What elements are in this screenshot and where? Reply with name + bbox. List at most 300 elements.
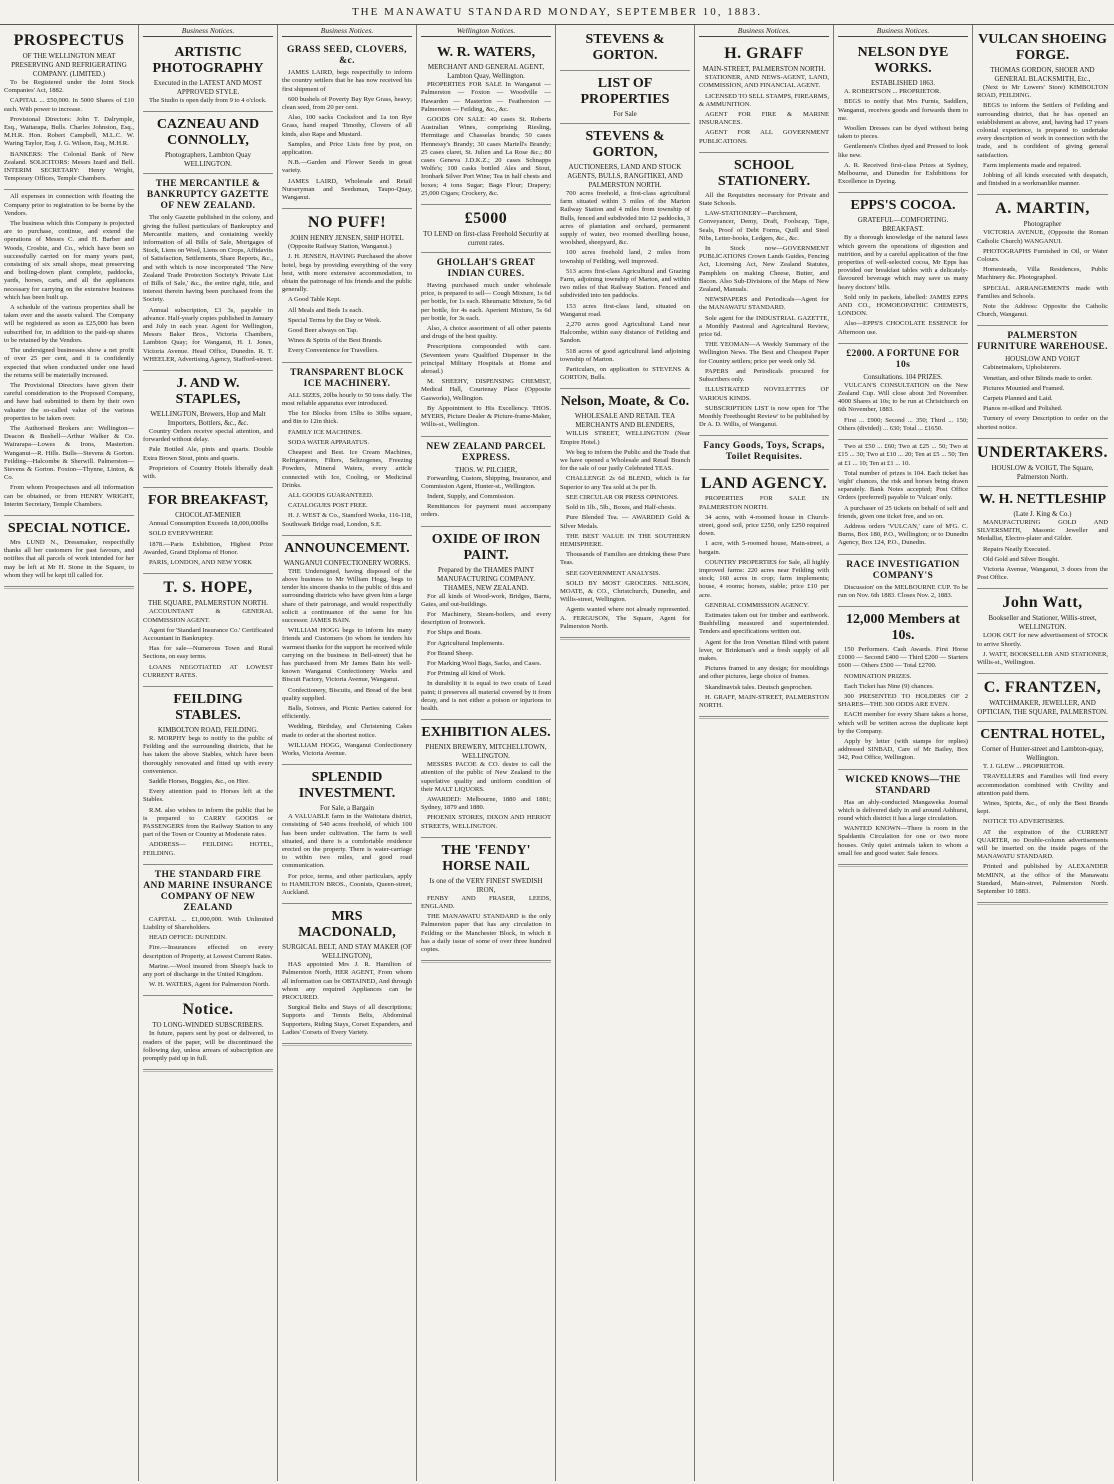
ad-paragraph: WILLIS STREET, WELLINGTON (Near Empire Hotel.) bbox=[560, 430, 690, 446]
advertisement bbox=[4, 516, 134, 587]
ad-paragraph: PAPERS and Periodicals procured for Subscribers only. bbox=[699, 367, 829, 384]
ad-title: LAND AGENCY. bbox=[700, 475, 828, 493]
ad-body bbox=[699, 192, 829, 429]
advertisement bbox=[143, 687, 273, 865]
ad-paragraph: Estimates taken out for timber and earthwork. Bushfelling measured and superintended. Tenders and specifications written out. bbox=[699, 611, 829, 636]
ad-title: PALMERSTON FURNITURE WAREHOUSE. bbox=[977, 331, 1108, 353]
ad-body bbox=[977, 364, 1108, 431]
ad-paragraph: All Meals and Beds 1s each. bbox=[288, 306, 364, 314]
ad-body bbox=[4, 193, 134, 509]
ad-title: W. R. WATERS, bbox=[436, 45, 536, 61]
advertisement bbox=[4, 27, 134, 190]
ad-title: £5000 bbox=[464, 210, 508, 228]
ad-paragraph: AGENT FOR ALL GOVERNMENT PUBLICATIONS. bbox=[699, 129, 829, 145]
ad-paragraph: Agent for 'Standard Insurance Co.' Certificated Accountant in Bankruptcy. bbox=[143, 626, 273, 642]
ad-subtitle: (Late J. King & Co.) bbox=[1013, 509, 1072, 518]
ad-paragraph: SUBSCRIPTION LIST is now open for 'The Monthly Freethought Review' to be published by Dr A. D. Willis, of Wanganui. bbox=[699, 404, 829, 429]
ad-body bbox=[977, 763, 1108, 896]
ad-subtitle: MERCHANT AND GENERAL AGENT, Lambton Quay, Wellington. bbox=[427, 63, 545, 81]
ad-title: GRASS SEED, CLOVERS, &c. bbox=[287, 45, 407, 67]
ad-body bbox=[143, 735, 273, 858]
ad-paragraph: (Next to Mr Lowers' Store) KIMBOLTON ROAD, FEILDING. bbox=[977, 84, 1108, 100]
columns-container bbox=[0, 25, 1114, 1481]
ad-subtitle: Photographers, Lambton Quay WELLINGTON. bbox=[164, 151, 252, 169]
column-heading: Wellington Notices. bbox=[421, 27, 551, 37]
advertisement bbox=[143, 574, 273, 687]
advertisement bbox=[977, 722, 1108, 903]
column-heading: Business Notices. bbox=[282, 27, 412, 37]
ad-paragraph: For Machinery, Steam-boilers, and every description of Ironwork. bbox=[421, 610, 551, 627]
column-2 bbox=[139, 25, 278, 1481]
ad-paragraph: Good Beer always on Tap. bbox=[288, 327, 358, 335]
column-heading: Business Notices. bbox=[838, 27, 968, 37]
ad-paragraph: Country Orders receive special attention, and forwarded without delay. bbox=[143, 428, 273, 444]
ad-paragraph: Printed and published by ALEXANDER McMINN, at the office of the Manawatu Standard, Main-street, Palmerston North. September 10 1883. bbox=[977, 863, 1108, 895]
ad-subtitle: THOS. W. PILCHER, bbox=[454, 465, 518, 474]
ad-paragraph: ILLUSTRATED NOVELETTES OF VARIOUS KINDS. bbox=[699, 386, 829, 402]
advertisement bbox=[282, 765, 412, 904]
ad-subtitle: WATCHMAKER, JEWELLER, AND OPTICIAN, THE SQUARE, PALMERSTON. bbox=[977, 699, 1108, 717]
ad-subtitle: KIMBOLTON ROAD, FEILDING. bbox=[157, 725, 259, 734]
column-rule-filler bbox=[838, 866, 968, 873]
ad-paragraph: Surgical Belts and Stays of all descriptions; Supports and Tennis Belts, Abdominal Supporters, Riding Stays, Corset Expanders, and Ladies' Corsets of Every Variety. bbox=[282, 1004, 412, 1036]
ad-paragraph: For Ships and Boats. bbox=[427, 629, 482, 637]
ad-title: FOR BREAKFAST, bbox=[147, 493, 269, 509]
ad-paragraph: Thousands of Families are drinking these Pure Teas. bbox=[560, 551, 690, 567]
ad-subtitle: For Sale, a Bargain bbox=[320, 804, 374, 813]
ad-paragraph: Note the Address: Opposite the Catholic Church, Wanganui. bbox=[977, 303, 1108, 319]
ad-paragraph: Cabinetmakers, Upholsterers. bbox=[983, 364, 1062, 372]
advertisement bbox=[838, 440, 968, 554]
masthead: THE MANAWATU STANDARD MONDAY, SEPTEMBER 10, 1883. bbox=[0, 0, 1114, 25]
ad-body bbox=[421, 81, 551, 198]
ad-paragraph: H. J. WEST & Co., Stamford Works, 116-118, Southwark Bridge road, London, S.E. bbox=[282, 512, 412, 528]
ad-paragraph: AGENT FOR FIRE & MARINE INSURANCES. bbox=[699, 111, 829, 127]
ad-paragraph: 513 acres first-class Agricultural and Grazing Farm, adjoining township of Marton, and within two miles of that Railway Station. Fenced and subdivided into ten paddocks. bbox=[560, 267, 690, 300]
ad-paragraph: Each Ticket has Nine (9) chances. bbox=[844, 682, 934, 690]
ad-paragraph: Farm implements made and repaired. bbox=[983, 161, 1082, 169]
ad-paragraph: ADDRESS— FEILDING HOTEL, FEILDING. bbox=[143, 841, 273, 857]
column-8 bbox=[973, 25, 1112, 1481]
ad-paragraph: A schedule of the various properties shall be taken over and the assets valued. The Company will be registered as soon as £25,000 has been subscribed for, in addition to the paid-up shares to be retained by the Vendors. bbox=[4, 304, 134, 344]
advertisement bbox=[421, 437, 551, 527]
ad-paragraph: Every Convenience for Travellers. bbox=[288, 347, 379, 355]
ad-subtitle: CHOCOLAT-MENIER bbox=[175, 511, 241, 520]
advertisement bbox=[143, 865, 273, 997]
ad-title: LIST OF PROPERTIES bbox=[580, 76, 670, 107]
ad-paragraph: 153 acres first-class land, situated on Wanganui road. bbox=[560, 302, 690, 318]
ad-paragraph: PHOENIX STORES, DIXON AND HERIOT STREETS, WELLINGTON. bbox=[421, 814, 551, 830]
ad-paragraph: Annual Consumption Exceeds 18,000,000lbs bbox=[149, 520, 269, 528]
ad-paragraph: Pictures Mounted and Framed. bbox=[983, 384, 1065, 392]
ad-body bbox=[699, 495, 829, 710]
ad-paragraph: Remittances for payment must accompany orders. bbox=[421, 503, 551, 519]
ad-paragraph: A. R. Received first-class Prizes at Sydney, Melbourne, and Dunedin for Exhibitions for Excellence in Dyeing. bbox=[838, 161, 968, 186]
ad-paragraph: Mrs LUND N., Dressmaker, respectfully thanks all her customers for past favours, and notifies that all parcels of work intended for her may be left at Mr H. Stone in the Square, to whom they will be kept till called for. bbox=[4, 538, 134, 579]
ad-paragraph: N.B.—Garden and Flower Seeds in great variety. bbox=[282, 159, 412, 175]
ad-paragraph: SEE CIRCULAR OR PRESS OPINIONS. bbox=[566, 493, 679, 501]
advertisement bbox=[421, 720, 551, 838]
ad-paragraph: J. H. JENSEN, HAVING Purchased the above hotel, begs by providing everything of the very best, with more extensive accommodation, to obtain the patronage of his friends and the public generally. bbox=[282, 253, 412, 294]
ad-paragraph: THE YEOMAN—A Weekly Summary of the Wellington News. The Best and Cheapest Paper for Country settlers; price per week only 3d. bbox=[699, 341, 829, 365]
advertisement bbox=[282, 209, 412, 362]
ad-paragraph: Prescriptions compounded with care. (Seventeen years Qualified Dispenser in the principal Military Hospitals at Home and abroad.) bbox=[421, 343, 551, 376]
ad-paragraph: COUNTRY PROPERTIES for Sale, all highly improved farms: 220 acres near Feilding with stock; 160 acres in crop; farm implements; house, 4 rooms; horses, stable; price £10 per acre. bbox=[699, 558, 829, 599]
ad-body bbox=[838, 584, 968, 600]
ad-paragraph: 700 acres freehold, a first-class agricultural farm situated within 3 miles of the Marton Railway Station and 4 miles from township of Bulls, fenced and subdivided into 12 paddocks, 3 acres of plantation and orchard, permanent supply of water, two roomed dwelling house, woolshed, sheepyard, &c. bbox=[560, 190, 690, 247]
ad-title: J. AND W. STAPLES, bbox=[175, 376, 241, 408]
ad-subtitle: Bookseller and Stationer, Willis-street, WELLINGTON. bbox=[988, 614, 1097, 632]
ad-paragraph: HEAD OFFICE: DUNEDIN. bbox=[149, 934, 227, 942]
ad-title: RACE INVESTIGATION COMPANY'S bbox=[846, 559, 960, 581]
ad-paragraph: Sole agent for the INDUSTRIAL GAZETTE, a Monthly Pastoral and Agricultural Review, price 6d. bbox=[699, 314, 829, 339]
advertisement bbox=[282, 40, 412, 209]
ad-body bbox=[560, 430, 690, 630]
ad-body bbox=[421, 895, 551, 954]
ad-title: UNDERTAKERS. bbox=[977, 443, 1108, 461]
advertisement bbox=[977, 195, 1108, 326]
ad-body bbox=[143, 214, 273, 364]
ad-title: CENTRAL HOTEL, bbox=[980, 727, 1105, 743]
ad-paragraph: For Marking Wool Bags, Sacks, and Cases. bbox=[427, 659, 542, 667]
advertisement bbox=[282, 536, 412, 765]
column-4 bbox=[417, 25, 556, 1481]
ad-title: PROSPECTUS bbox=[13, 32, 125, 49]
ad-title: John Watt, bbox=[1002, 594, 1083, 612]
column-6 bbox=[695, 25, 834, 1481]
ad-title: THE 'FENDY' HORSE NAIL bbox=[441, 842, 531, 874]
ad-subtitle: GRATEFUL—COMFORTING. BREAKFAST. bbox=[857, 216, 949, 234]
ad-paragraph: Wedding, Birthday, and Christening Cakes made to order at the shortest notice. bbox=[282, 723, 412, 739]
ad-body bbox=[977, 84, 1108, 188]
advertisement bbox=[977, 326, 1108, 438]
ad-paragraph: AT the expiration of the CURRENT QUARTER, no Double-column advertisements will be inserted on the inside pages of the MANAWATU STANDARD. bbox=[977, 828, 1108, 861]
ad-paragraph: Provisional Directors: John T. Dalrymple, Esq., Waitarapa, Bulls. Charles Johnston, Esq., M.H.R. Hon. Robert Campbell, M.L.C. W. Waring Taylor, Esq. J. G. Wilson, Esq., M.H.R. bbox=[4, 115, 134, 148]
ad-paragraph: Marine.—Wool insured from Sheep's back to any port of discharge in the United Kingdom. bbox=[143, 962, 273, 978]
ad-paragraph: Annual subscription, £3 3s, payable in advance. Half-yearly copies published in January and July in each year. Agent for Wellington, Messrs Baker Bros., Victoria Chambers, Lambton Quay; for Wanganui, H. I. Jones, Victoria Avenue. Head Office, Dunedin. R. T. WHEELER, Advertising Agency, Stafford-street. bbox=[143, 306, 273, 363]
ad-body bbox=[977, 229, 1108, 319]
ad-body bbox=[838, 382, 968, 433]
advertisement bbox=[282, 363, 412, 536]
ad-body bbox=[282, 243, 412, 355]
ad-paragraph: WILLIAM HOGG, Wanganui Confectionery Works, Victoria Avenue. bbox=[282, 741, 412, 757]
ad-paragraph: Old Gold and Silver Bought. bbox=[983, 555, 1060, 563]
ad-body bbox=[838, 799, 968, 858]
ad-paragraph: Victoria Avenue, Wanganui, 3 doors from the Post Office. bbox=[977, 565, 1108, 582]
ad-paragraph: Saddle Horses, Buggies, &c., on Hire. bbox=[149, 777, 250, 785]
advertisement bbox=[699, 470, 829, 717]
ad-body bbox=[421, 593, 551, 714]
ad-paragraph: For Priming all kind of Work. bbox=[427, 670, 506, 678]
advertisement bbox=[4, 190, 134, 516]
ad-paragraph: GENERAL COMMISSION AGENCY. bbox=[705, 601, 809, 609]
ad-paragraph: LOOK OUT for new advertisement of STOCK to arrive Shortly. bbox=[977, 632, 1108, 648]
ad-paragraph: CATALOGUES POST FREE. bbox=[288, 502, 368, 510]
advertisement bbox=[838, 193, 968, 343]
advertisement bbox=[143, 40, 273, 112]
ad-paragraph: FENBY AND FRASER, LEEDS, ENGLAND. bbox=[421, 894, 551, 910]
ad-title: NEW ZEALAND PARCEL EXPRESS. bbox=[426, 441, 546, 463]
ad-paragraph: Agent for the Iron Venetian Blind with patent lever, or Brinkman's and a fresh supply of all makes. bbox=[699, 638, 829, 662]
advertisement bbox=[560, 71, 690, 124]
ad-paragraph: The Provisional Directors have given their careful consideration to the Proposed Company, and have had submitted to them by their own valuator the so-called value of the various properties to be taken over. bbox=[4, 381, 134, 422]
ad-body bbox=[838, 234, 968, 336]
advertisement bbox=[421, 253, 551, 436]
ad-subtitle: Prepared by the THAMES PAINT MANUFACTURING COMPANY. THAMES, NEW ZEALAND. bbox=[437, 565, 535, 592]
ad-title: £2000. A FORTUNE FOR 10s bbox=[846, 348, 960, 370]
ad-paragraph: A. ROBERTSON ... PROPRIETOR. bbox=[844, 88, 941, 96]
ad-title: VULCAN SHOEING FORGE. bbox=[978, 32, 1107, 63]
advertisement bbox=[977, 674, 1108, 722]
ad-paragraph: Every attention paid to Horses left at the Stables. bbox=[143, 788, 273, 804]
ad-body bbox=[838, 88, 968, 186]
ad-paragraph: JAMES LAIRD, Wholesale and Retail Nurseryman and Seedsman, Taupo-Quay, Wanganui. bbox=[282, 177, 412, 202]
advertisement bbox=[560, 389, 690, 637]
ad-title: STEVENS & GORTON, bbox=[585, 129, 665, 160]
ad-title: SPECIAL NOTICE. bbox=[7, 520, 131, 536]
ad-subtitle: AUCTIONEERS, LAND AND STOCK AGENTS, BULLS, RANGITIKEI, AND PALMERSTON NORTH. bbox=[567, 163, 683, 189]
ad-paragraph: 1 acre, with 5-roomed house, Main-street, a bargain. bbox=[699, 540, 829, 556]
ad-paragraph: GOODS ON SALE: 40 cases St. Roberts Australian Wines, comprising Riesling, Hermitage and Chasselas brands; 50 cases Hennessy's Brandy; 30 cases Martell's Brandy; 25 cases claret, St. Julien and La Rose &c.; 80 cases Geneva J.D.K.Z.; 20 cases Schnapps Wolfe's; 100 casks bottled Ales and Stout, Ironbark Silver Port Wine; Tea in half chests and boxes; 4 tons Sugar; Bags Flour; Drapery; 25,000 Cigars; Crockery, &c. bbox=[421, 116, 551, 197]
ad-paragraph: MANUFACTURING GOLD AND SILVERSMITH, Masonic Jeweller and Medallist, Electro-plater and Gilder. bbox=[977, 518, 1108, 543]
ad-body bbox=[4, 79, 134, 183]
ad-paragraph: Total number of prizes is 104. Each ticket has 'eight' chances, the risk and horses being drawn separately. Bank Notes accepted; Post Office Orders (preferred) payable to 'Vulcan' only. bbox=[838, 469, 968, 502]
ad-paragraph: Woollen Dresses can be dyed without being taken to pieces. bbox=[838, 125, 968, 141]
ad-paragraph: PARIS, LONDON, AND NEW YORK bbox=[149, 559, 253, 567]
ad-paragraph: For all kinds of Wood-work, Bridges, Barns, Gates, and out-buildings. bbox=[421, 592, 551, 608]
ad-paragraph: WILLIAM HOGG begs to inform his many friends and Customers (to whom he tenders his warmest thanks for the support he received while carrying on the business in Bell-street) that he has purchased from Mr James Bain his well-known Wanganui Confectionery Works and Biscuit Factory, Victoria Avenue, Wanganui. bbox=[282, 627, 412, 684]
ad-paragraph: Samples, and Price Lists free by post, on application. bbox=[282, 140, 412, 157]
ad-title: C. FRANTZEN, bbox=[983, 679, 1102, 697]
advertisement bbox=[977, 27, 1108, 195]
ad-paragraph: AWARDED: Melbourne, 1880 and 1881; Sydney, 1879 and 1880. bbox=[421, 795, 551, 812]
ad-paragraph: The undersigned businesses show a net profit of over 25 per cent, and it is confidently expected that when conducted under one head the returns will be materially increased. bbox=[4, 347, 134, 379]
ad-body bbox=[421, 761, 551, 831]
advertisement bbox=[560, 124, 690, 389]
advertisement bbox=[699, 153, 829, 436]
ad-paragraph: PROPERTIES FOR SALE IN PALMERSTON NORTH. bbox=[699, 495, 829, 511]
ad-paragraph: 518 acres of good agricultural land adjoining township of Marton. bbox=[560, 347, 690, 363]
ad-subtitle: HOUSLOW AND VOIGT bbox=[1005, 355, 1080, 364]
ad-title: MRS MACDONALD, bbox=[298, 909, 396, 941]
ad-paragraph: 150 Performers. Cash Awards. First Horse £1000 — Second £400 — Third £200 — Starters £600 — Others £500 — Total £2700. bbox=[838, 645, 968, 670]
ad-paragraph: FAMILY ICE MACHINES. bbox=[288, 428, 362, 436]
ad-paragraph: Cheapest and Best. Ice Cream Machines, Refrigerators, Filters, Seltzogenes, Freezing Powders, Mineral Waters, every article connected with Ice, Cooling, or Medicinal Drinks. bbox=[282, 448, 412, 489]
ad-paragraph: VULCAN'S CONSULTATION on the New Zealand Cup. Will close about 3rd November. 4000 Shares at 10s; to be run at Christchurch on 6th November, 1883. bbox=[838, 381, 968, 414]
advertisement bbox=[699, 40, 829, 153]
ad-title: EPPS'S COCOA. bbox=[850, 198, 956, 214]
ad-paragraph: Also—EPPS'S CHOCOLATE ESSENCE for Afternoon use. bbox=[838, 320, 968, 336]
ad-paragraph: JAMES LAIRD, begs respectfully to inform the country settlers that he has now received his first shipment of bbox=[282, 69, 412, 93]
ad-paragraph: T. J. GLEW ... PROPRIETOR. bbox=[983, 763, 1065, 771]
ad-paragraph: NEWSPAPERS and Periodicals—Agent for the MANAWATU STANDARD. bbox=[699, 296, 829, 312]
ad-paragraph: R.M. also wishes to inform the public that he is prepared to CARRY GOODS or PASSENGERS from the Railway Station to any part of the Town or Country at Moderate rates. bbox=[143, 806, 273, 839]
ad-paragraph: SEE GOVERNMENT ANALYSIS. bbox=[566, 569, 661, 577]
ad-subtitle: ESTABLISHED 1863. bbox=[871, 79, 935, 88]
ad-paragraph: Particulars, on application to STEVENS & GORTON, Bulls. bbox=[560, 366, 690, 382]
ad-subtitle: Corner of Hunter-street and Lambton-quay, Wellington. bbox=[981, 745, 1104, 763]
ad-paragraph: ALL GOODS GUARANTEED. bbox=[288, 491, 374, 499]
ad-paragraph: By Appointment to His Excellency. THOS. MYERS, Picture Dealer & Picture-frame-Maker, Willis-st., Wellington. bbox=[421, 404, 551, 429]
column-5 bbox=[556, 25, 695, 1481]
ad-paragraph: WANTED KNOWN—There is room in the Spaldantis Circulation for one or two more houses. Only quiet animals taken to whom a small fee and good water. Sale fences. bbox=[838, 825, 968, 857]
ad-title: EXHIBITION ALES. bbox=[421, 725, 551, 741]
ad-paragraph: CHALLENGE 2s 6d BLEND, which is far Superior to any Tea sold at 3s per lb. bbox=[560, 475, 690, 491]
ad-subtitle: Photographer bbox=[1023, 220, 1062, 229]
ad-body bbox=[143, 520, 273, 567]
column-3 bbox=[278, 25, 417, 1481]
ad-title: NELSON DYE WORKS. bbox=[857, 45, 949, 77]
ad-subtitle: WANGANUI CONFECTIONERY WORKS. bbox=[283, 558, 411, 567]
ad-paragraph: Wines, Spirits, &c., of only the Best Brands kept. bbox=[977, 799, 1108, 816]
ad-paragraph: Skandinavisk tales. Deutsch gesprochen. bbox=[705, 683, 813, 691]
ad-subtitle: SURGICAL BELT, AND STAY MAKER (OF WELLINGTON), bbox=[282, 943, 412, 961]
ad-paragraph: Forwarding, Custom, Shipping, Insurance, and Commission Agent, Hunter-st., Wellington. bbox=[421, 474, 551, 490]
ad-body bbox=[977, 632, 1108, 667]
ad-paragraph: From whom Prospectuses and all information can be obtained, or from HENRY WRIGHT, Interim Secretary, Temple Chambers. bbox=[4, 484, 134, 508]
ad-subtitle: Consultations. 104 PRIZES. bbox=[863, 372, 943, 381]
ad-paragraph: Confectionery, Biscuits, and Bread of the best quality supplied. bbox=[282, 686, 412, 702]
ad-paragraph: Pale Bottled Ale, pints and quarts. Double Extra Brown Stout, pints and quarts. bbox=[143, 446, 273, 462]
ad-paragraph: MESSRS PACOE & CO. desire to call the attention of the public of New Zealand to the superlative quality and uniform condition of their MALT LIQUORS. bbox=[421, 761, 551, 793]
ad-paragraph: A VALUABLE farm in the Waitotara district, consisting of 540 acres freehold, of which 100 has been under cultivation. The farm is well situated, and there is a comfortable residence erected on the property. There is water-carriage to within two miles, and good road communication. bbox=[282, 813, 412, 870]
ad-title: ANNOUNCEMENT. bbox=[284, 540, 410, 556]
ad-paragraph: Wines & Spirits of the Best Brands. bbox=[288, 337, 383, 345]
ad-paragraph: Having purchased much under wholesale price, is prepared to sell— Cough Mixture, 1s 6d per bottle, for 1s each. Rheumatic Mixture, 5s 6d per bottle, for 4s each. Aperient Mixture, 5s 6d per bottle, for 3s each. bbox=[421, 282, 551, 322]
ad-paragraph: Pure Blended Tea. — AWARDED Gold & Silver Medals. bbox=[560, 514, 690, 530]
ad-subtitle: For Sale bbox=[613, 110, 637, 118]
ad-paragraph: For Brand Sheep. bbox=[427, 649, 474, 657]
ad-paragraph: 100 acres freehold land, 2 miles from township of Feilding, well improved. bbox=[560, 249, 690, 265]
column-heading: Business Notices. bbox=[143, 27, 273, 37]
ad-paragraph: Discussion' on the MELBOURNE CUP. To be run on Nov. 6th 1883. Closes Nov. 2, 1883. bbox=[838, 583, 968, 599]
ad-paragraph: NOTICE TO ADVERTISERS. bbox=[983, 818, 1065, 826]
ad-paragraph: Pianos re-silked and Polished. bbox=[983, 405, 1063, 413]
ad-body bbox=[143, 1030, 273, 1063]
column-rule-filler bbox=[4, 588, 134, 595]
ad-paragraph: 34 acres, with 4-roomed house in Church-street, good soil, price £250, only £250 required down. bbox=[699, 513, 829, 538]
ad-paragraph: Proprietors of Country Hotels liberally dealt with. bbox=[143, 464, 273, 481]
ad-body bbox=[143, 608, 273, 680]
ad-body bbox=[421, 282, 551, 429]
ad-subtitle: TO LEND on first-class Freehold Security at current rates. bbox=[423, 230, 549, 248]
ad-paragraph: PHOTOGRAPHS Furnished in Oil, or Water Colours. bbox=[977, 247, 1108, 264]
advertisement bbox=[421, 40, 551, 205]
ad-title: NO PUFF! bbox=[307, 214, 387, 232]
ad-paragraph: LICENSED TO SELL STAMPS, FIREARMS, & AMMUNITION. bbox=[699, 92, 829, 108]
ad-paragraph: A purchaser of 25 tickets on behalf of self and friends, given one ticket free, and so on. bbox=[838, 504, 968, 520]
column-rule-filler bbox=[699, 718, 829, 725]
ad-paragraph: Fire.—Insurances effected on every description of Property, at Lowest Current Rates. bbox=[143, 944, 273, 960]
ad-paragraph: CAPITAL ... £1,000,000. With Unlimited Liability of Shareholders. bbox=[143, 915, 273, 931]
advertisement bbox=[282, 904, 412, 1044]
ad-paragraph: In Stock now—GOVERNMENT PUBLICATIONS Crown Lands Guides, Fencing Act, Licensing Act, New Zealand Statutes, Pamphlets on making Cheese, Butter, and Bacon. Also Sub-Divisions of the Maps of New Zealand, Manuals. bbox=[699, 245, 829, 294]
ad-subtitle: Executed in the LATEST AND MOST APPROVED STYLE. bbox=[153, 79, 263, 97]
column-rule-filler bbox=[560, 639, 690, 646]
advertisement bbox=[560, 27, 690, 71]
ad-paragraph: Also, 100 sacks Cocksfoot and 1a ton Rye Grass, hand reaped Timothy, Clovers of all kinds, also Rape and Mustard. bbox=[282, 114, 412, 138]
ad-paragraph: Special Terms by the Day or Week. bbox=[288, 316, 382, 324]
column-1 bbox=[0, 25, 139, 1481]
ad-subtitle: JOHN HENRY JENSEN, SHIP HOTEL bbox=[290, 234, 404, 243]
ad-subtitle: PHENIX BREWERY, MITCHELLTOWN, WELLINGTON. bbox=[425, 743, 547, 761]
ad-subtitle: OF THE WELLINGTON MEAT PRESERVING AND REFRIGERATING COMPANY. (LIMITED.) bbox=[11, 52, 127, 78]
ad-body bbox=[421, 475, 551, 520]
ad-title: THE STANDARD FIRE AND MARINE INSURANCE COMPANY OF NEW ZEALAND bbox=[143, 869, 273, 913]
ad-title: T. S. HOPE, bbox=[163, 579, 253, 597]
ad-paragraph: SODA WATER APPARATUS. bbox=[288, 438, 370, 446]
ad-title: THE MERCANTILE & BANKRUPTCY GAZETTE OF NEW ZEALAND. bbox=[146, 179, 270, 212]
ad-paragraph: BANKERS: The Colonial Bank of New Zealand. SOLICITORS: Messrs Izard and Bell. INTERIM SECRETARY: Henry Wright, Temporary Offices, Temple Chambers. bbox=[4, 150, 134, 183]
advertisement bbox=[977, 589, 1108, 674]
column-rule-filler bbox=[143, 1071, 273, 1078]
ad-paragraph: STATIONER, AND NEWS-AGENT, LAND, COMMISSION, AND FINANCIAL AGENT. bbox=[699, 74, 829, 90]
ad-paragraph: Apply by letter (with stamps for replies) addressed SINBAD, Care of Mr Bailey, Box 342, Post Office, Wellington. bbox=[838, 737, 968, 762]
ad-paragraph: The Ice Blocks from 15lbs to 30lbs square, and 8in to 12in thick. bbox=[282, 410, 412, 426]
ad-title: H. GRAFF bbox=[724, 45, 804, 63]
ad-paragraph: Venetian, and other Blinds made to order. bbox=[983, 374, 1093, 382]
ad-title: WICKED KNOWS—THE STANDARD bbox=[845, 774, 961, 796]
ad-paragraph: BEGS to inform the Settlers of Feilding and surrounding district, that he has opened an establishment as above, and, having had 17 years colonial experience, is prepared to undertake every description of work in connection with the trade, and is confident of giving general satisfaction. bbox=[977, 102, 1108, 159]
ad-body bbox=[143, 916, 273, 990]
ad-paragraph: Carpets Planned and Laid. bbox=[983, 395, 1053, 403]
ad-body bbox=[143, 97, 273, 105]
ad-body bbox=[560, 190, 690, 382]
advertisement bbox=[699, 436, 829, 470]
ad-title: OXIDE OF IRON PAINT. bbox=[431, 531, 541, 563]
ad-paragraph: THE Undersigned, having disposed of the above business to Mr William Hogg, begs to tender his sincere thanks to the public of this and surrounding districts who have given him a large share of their patronage, and would respectfully solicit a continuance of the same for his successor. JAMES BAIN. bbox=[282, 567, 412, 624]
ad-paragraph: Has for sale—Numerous Town and Rural Sections, on easy terms. bbox=[143, 645, 273, 661]
ad-paragraph: In durability it is equal to two coats of Lead paint; it preserves all material covered by it from decay, and is not either a poison or injurious to health. bbox=[421, 680, 551, 712]
ad-paragraph: THE MANAWATU STANDARD is the only Palmerston paper that has any circulation in Feilding or the Manchester Block, in which it has a daily issue of some of over three hundred copies. bbox=[421, 913, 551, 953]
ad-title: GHOLLAH'S GREAT INDIAN CURES. bbox=[436, 258, 536, 280]
column-rule-filler bbox=[421, 962, 551, 969]
ad-paragraph: SPECIAL ARRANGEMENTS made with Families and Schools. bbox=[977, 284, 1108, 300]
ad-paragraph: H. GRAFF, MAIN-STREET, PALMERSTON NORTH. bbox=[699, 693, 829, 709]
ad-paragraph: THE BEST VALUE IN THE SOUTHERN HEMISPHERE. bbox=[560, 532, 690, 548]
ad-paragraph: VICTORIA AVENUE, (Opposite the Roman Catholic Church) WANGANUI. bbox=[977, 229, 1108, 245]
advertisement bbox=[421, 838, 551, 961]
ad-paragraph: In future, papers sent by post or delivered, to readers of the paper, will be discontinued the following day, unless arrears of subscription are promptly paid up in full. bbox=[143, 1030, 273, 1062]
advertisement bbox=[143, 112, 273, 174]
ad-paragraph: W. H. WATERS, Agent for Palmerston North. bbox=[149, 981, 270, 989]
advertisement bbox=[143, 174, 273, 371]
ad-paragraph: All expenses in connection with floating the Company prior to registration to be borne by the Vendors. bbox=[4, 193, 134, 217]
ad-paragraph: All the Requisites necessary for Private and State Schools. bbox=[699, 191, 829, 208]
ad-body bbox=[282, 568, 412, 758]
ad-paragraph: HAS appointed Mrs J. R. Hamilton of Palmerston North, HER AGENT, From whom all information can be OBTAINED, And through whom any required Appliances can be PROCURED. bbox=[282, 961, 412, 1002]
ad-paragraph: The business which this Company is projected are to purchase, continue, and extend the operations of Messrs C. and H. Barber and Woods, Crosbie, and Co., which have been so successfully carried on for many years past, consisting of six small shops, meat preserving and boiling-down plant complete, paddocks, yards, horses, carts, and all the appliances necessary for carrying on the extensive business which has been built up. bbox=[4, 220, 134, 301]
ad-subtitle: MAIN-STREET, PALMERSTON NORTH. bbox=[702, 65, 826, 74]
ad-paragraph: First ... £900; Second ... 350; Third ... 150; Others (divided) ... 630; Total ... £1650. bbox=[838, 416, 968, 432]
ad-paragraph: Repairs Neatly Executed. bbox=[983, 545, 1051, 553]
ad-paragraph: Balls, Soirees, and Picnic Parties catered for efficiently. bbox=[282, 704, 412, 721]
advertisement bbox=[838, 770, 968, 865]
ad-paragraph: LOANS NEGOTIATED AT LOWEST CURRENT RATES. bbox=[143, 663, 273, 679]
ad-paragraph: (Opposite Railway Station, Wanganui.) bbox=[288, 243, 392, 251]
ad-paragraph: Also, A choice assortment of all other patents and drugs of the best quality. bbox=[421, 325, 551, 341]
ad-title: Fancy Goods, Toys, Scraps, Toilet Requisites. bbox=[703, 441, 825, 463]
ad-title: 12,000 Members at 10s. bbox=[846, 611, 960, 643]
ad-subtitle: HOUSLOW & VOIGT, The Square, Palmerston North. bbox=[991, 463, 1094, 481]
ad-paragraph: EACH member for every Share takes a horse, which will be written across the duplicate kept by the Company. bbox=[838, 711, 968, 735]
ad-paragraph: 600 bushels of Poverty Bay Rye Grass, heavy; clean seed, from 20 per cent. bbox=[282, 95, 412, 112]
advertisement bbox=[143, 488, 273, 574]
ad-paragraph: SOLD EVERYWHERE bbox=[149, 530, 213, 538]
ad-body bbox=[282, 961, 412, 1037]
ad-paragraph: For Agricultural Implements. bbox=[427, 639, 505, 647]
ad-body bbox=[977, 519, 1108, 582]
